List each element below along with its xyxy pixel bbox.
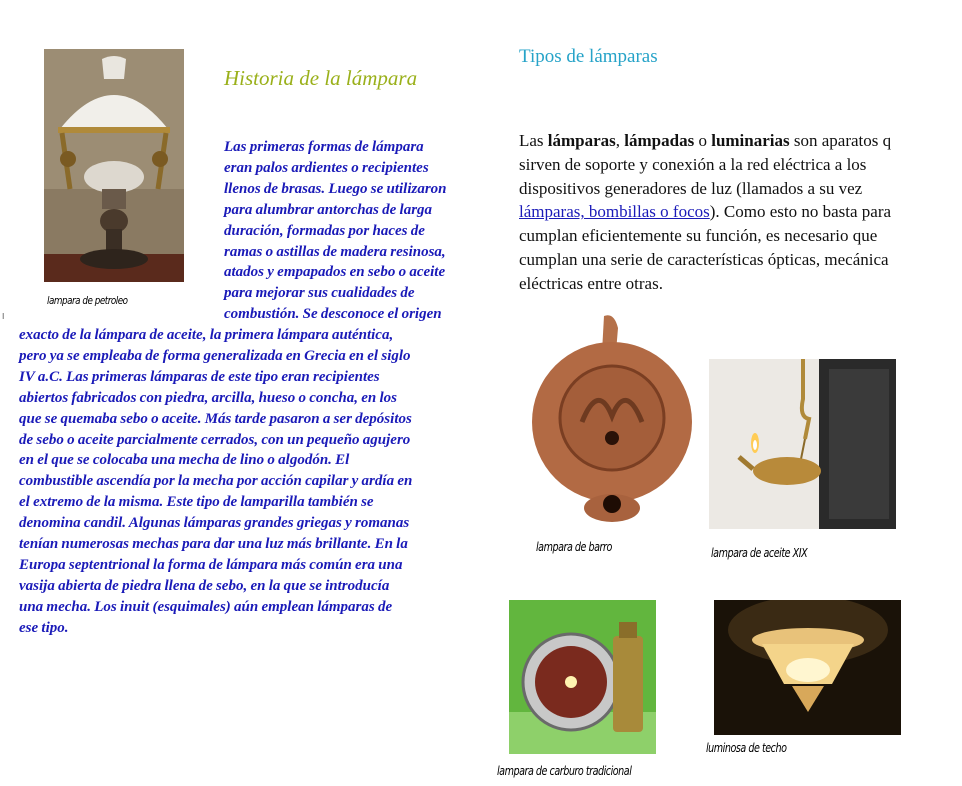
caption-oil-lamp-xix: lampara de aceite XIX bbox=[711, 546, 808, 560]
historia-paragraph-main: exacto de la lámpara de aceite, la primera lámpara auténtica, pero ya se empleaba de forma generalizada en Grecia en el siglo IV a.C. Las primeras lámparas de este tipo eran recipientes abiertos fabricados con piedra, arcilla, hueso o concha, en los que se quemaba sebo o aceite. Más tarde pasaron a ser depósitos de sebo o aceite parcialmente cerrados, con un pequeño agujero en el que se colocaba una mecha de lino o algodón. El combustible ascendía por la mecha por acción capilar y ardía en el extremo de la misma. Este tipo de lamparilla también se denomina candil. Algunas lámparas grandes griegas y romanas tenían numerosas mechas para dar una luz más brillante. En la Europa septentrional la forma de lámpara más común era una vasija abierta de piedra llena de sebo, en la que se introducía una mecha. Los inuit (esquimales) aún emplean lámparas de ese tipo. bbox=[19, 327, 413, 636]
tipos-title: Tipos de lámparas bbox=[519, 46, 658, 67]
tipos-paragraph: Las lámparas, lámpadas o luminarias son aparatos q sirven de soporte y conexión a la red eléctrica a los dispositivos generadores de luz (llamados a su vez lámparas, bombillas o focos). Como esto no basta para cumplan eficientemente su función, es necesario que cumplan una serie de características ópticas, mecánica eléctricas entre otras. bbox=[519, 131, 892, 293]
historia-title: Historia de la lámpara bbox=[224, 66, 418, 90]
caption-carbide-lamp: lampara de carburo tradicional bbox=[497, 764, 632, 778]
historia-paragraph-top: Las primeras formas de lámpara eran palos ardientes o recipientes llenos de brasas. Luego se utilizaron para alumbrar antorchas de larga duración, formadas por haces de ramas o astillas de madera resinosa, atados y empapados en sebo o aceite para mejorar sus cualidades de combustión. Se desconoce el origen bbox=[224, 139, 447, 323]
text-marker: I bbox=[2, 312, 5, 321]
caption-petroleum-lamp: lampara de petroleo bbox=[47, 294, 128, 307]
petroleum-lamp-image bbox=[44, 49, 184, 282]
carbide-lamp-image bbox=[509, 600, 656, 754]
caption-clay-lamp: lampara de barro bbox=[536, 540, 612, 554]
oil-lamp-xix-image bbox=[709, 359, 896, 529]
caption-ceiling-lamp: luminosa de techo bbox=[706, 741, 787, 755]
link-lamparas-bombillas-focos[interactable]: lámparas, bombillas o focos bbox=[519, 202, 710, 222]
clay-lamp-image bbox=[528, 312, 697, 525]
ceiling-lamp-image bbox=[714, 600, 901, 735]
